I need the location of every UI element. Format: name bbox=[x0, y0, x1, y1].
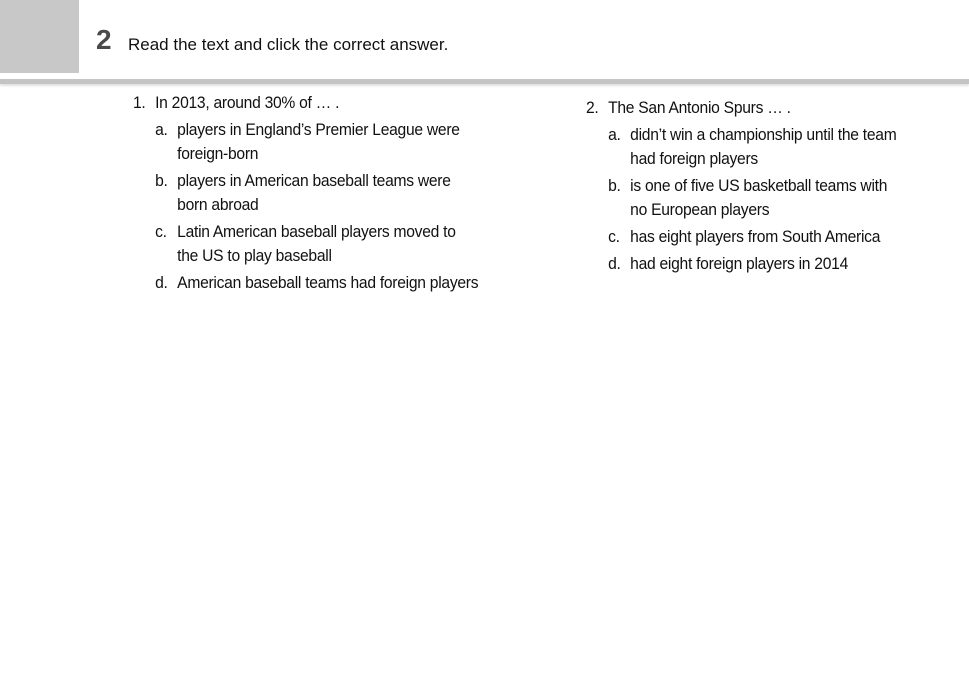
option-text: is one of five US basketball teams with no European players bbox=[630, 176, 888, 219]
exercise-number: 2 bbox=[96, 24, 112, 55]
exercise-instruction: Read the text and click the correct answer. bbox=[128, 35, 449, 54]
option-text: didn’t win a championship until the team had foreign players bbox=[630, 125, 897, 168]
option-text: players in England’s Premier League were foreign-born bbox=[177, 120, 460, 163]
question-text: The San Antonio Spurs … . bbox=[608, 98, 791, 117]
option-text: American baseball teams had foreign players bbox=[177, 273, 479, 292]
answer-options bbox=[133, 118, 478, 295]
answer-option-d[interactable] bbox=[155, 271, 478, 295]
question-text: In 2013, around 30% of … . bbox=[155, 93, 340, 112]
exercise-header bbox=[0, 0, 969, 84]
question-stem bbox=[133, 90, 478, 116]
question-stem bbox=[586, 95, 896, 121]
option-letter: a. bbox=[155, 120, 168, 139]
answer-option-c[interactable] bbox=[155, 220, 478, 268]
answer-option-a[interactable] bbox=[608, 123, 896, 171]
question-2 bbox=[586, 95, 896, 279]
option-text: has eight players from South America bbox=[630, 227, 881, 246]
option-letter: b. bbox=[155, 171, 168, 190]
answer-option-b[interactable] bbox=[155, 169, 478, 217]
question-number: 1. bbox=[133, 93, 146, 112]
question-1 bbox=[133, 90, 478, 298]
answer-option-d[interactable] bbox=[608, 252, 896, 276]
option-letter: d. bbox=[608, 254, 621, 273]
option-letter: c. bbox=[608, 227, 620, 246]
answer-option-c[interactable] bbox=[608, 225, 896, 249]
header-gray-block bbox=[0, 0, 79, 73]
answer-option-a[interactable] bbox=[155, 118, 478, 166]
option-letter: d. bbox=[155, 273, 168, 292]
header-divider bbox=[0, 79, 969, 84]
option-letter: b. bbox=[608, 176, 621, 195]
option-letter: a. bbox=[608, 125, 621, 144]
option-text: Latin American baseball players moved to the US to play baseball bbox=[177, 222, 456, 265]
answer-option-b[interactable] bbox=[608, 174, 896, 222]
option-text: had eight foreign players in 2014 bbox=[630, 254, 848, 273]
option-text: players in American baseball teams were born abroad bbox=[177, 171, 451, 214]
question-number: 2. bbox=[586, 98, 599, 117]
answer-options bbox=[586, 123, 896, 276]
option-letter: c. bbox=[155, 222, 167, 241]
